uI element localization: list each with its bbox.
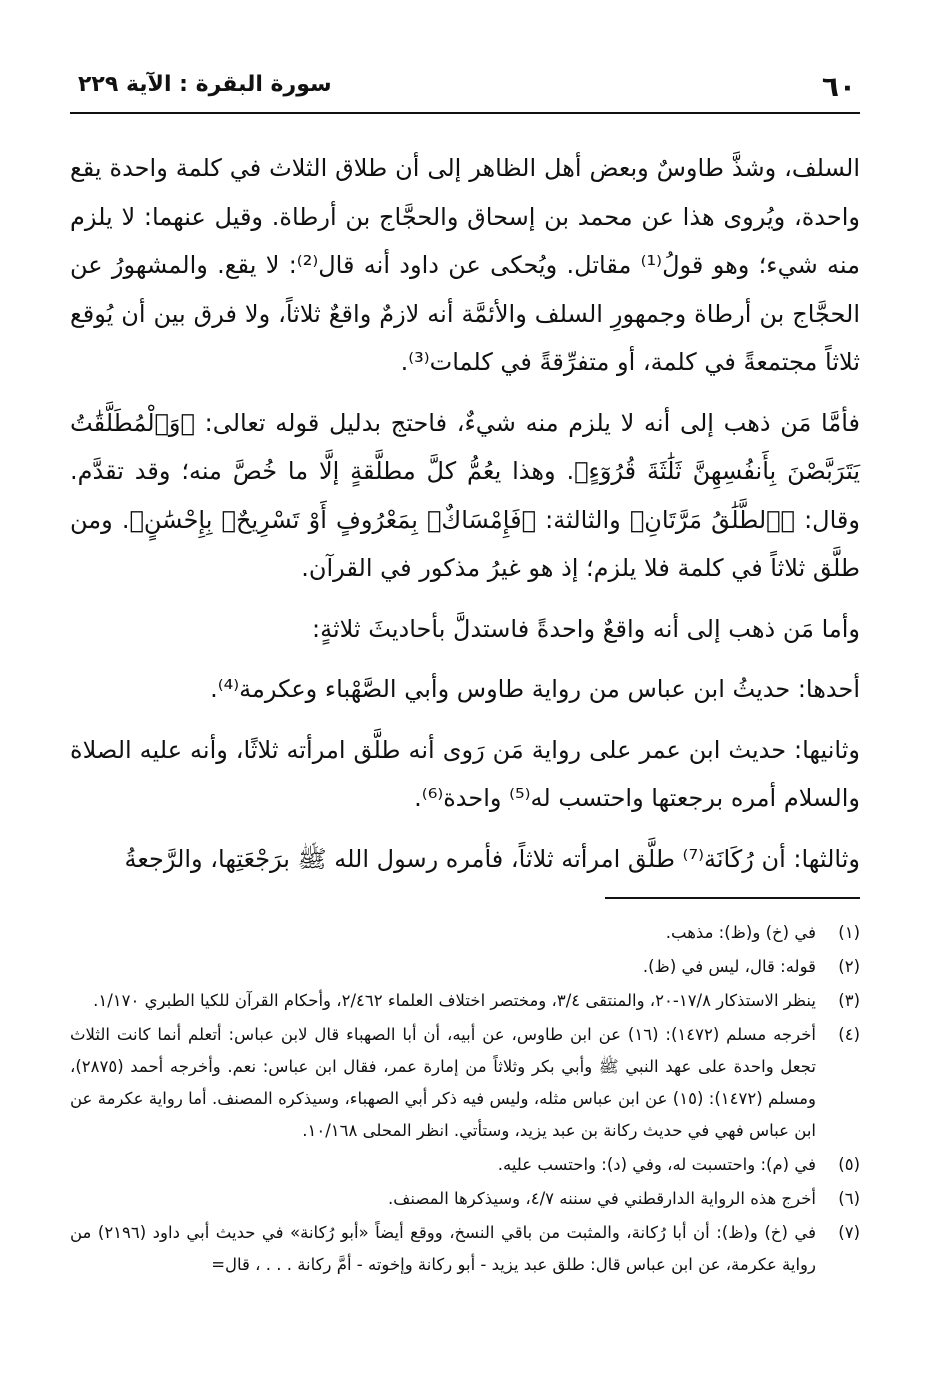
footnote: [70, 1149, 860, 1181]
footnote-text: في (م): واحتسبت له، وفي (د): واحتسب عليه.: [497, 1155, 816, 1174]
footnote: [70, 985, 860, 1017]
footnote-text: في (خ) و(ظ): مذهب.: [665, 923, 816, 942]
footnote-text: قوله: قال، ليس في (ظ).: [642, 957, 816, 976]
footnote-text: أخرج هذه الرواية الدارقطني في سننه ٤/٧، وسيذكرها المصنف.: [388, 1189, 816, 1208]
footnote-number: (٢): [838, 957, 860, 976]
footnotes: [70, 917, 860, 1281]
book-page: [70, 60, 860, 1360]
footnote-text: ينظر الاستذكار ١٧/٨-٢٠، والمنتقى ٣/٤، ومختصر اختلاف العلماء ٢/٤٦٢، وأحكام القرآن للكيا الطبري ١/١٧٠.: [93, 991, 816, 1010]
footnote: [70, 951, 860, 983]
footnote-number: (٦): [838, 1189, 860, 1208]
footnote: [70, 1019, 860, 1147]
footnote: [70, 1183, 860, 1215]
footnote: [70, 917, 860, 949]
paragraph: السلف، وشذَّ طاوسٌ وبعض أهل الظاهر إلى أن طلاق الثلاث في كلمة واحدة يقع واحدة، ويُروى هذا عن محمد بن إسحاق والحجَّاج بن أرطاة. وقيل عنهما: لا يلزم منه شيء؛ وهو قولُ⁽¹⁾ مقاتل. ويُحكى عن داود أنه قال⁽²⁾: لا يقع. والمشهورُ عن الحجَّاج بن أرطاة وجمهورِ السلف والأئمَّة أنه لازمٌ واقعٌ ثلاثاً، ولا فرق بين أن يُوقع ثلاثاً مجتمعةً في كلمة، أو متفرِّقةً في كلمات⁽³⁾.: [70, 154, 860, 376]
footnote-text: في (خ) و(ظ): أن أبا رُكانة، والمثبت من باقي النسخ، ووقع أيضاً «أبو رُكانة» في حديث أبي داود (٢١٩٦) من رواية عكرمة، عن ابن عباس قال: طلق عبد يزيد - أبو ركانة وإخوته - أمَّ ركانة . . . ، قال=: [70, 1223, 816, 1274]
page-number: ٦٠: [821, 70, 856, 103]
paragraph: فأمَّا مَن ذهب إلى أنه لا يلزم منه شيءٌ، فاحتج بدليل قوله تعالى: ﴿وَٱلْمُطَلَّقَٰتُ يَتَرَبَّصْنَ بِأَنفُسِهِنَّ ثَلَٰثَةَ قُرُوٓءٍ﴾. وهذا يعُمُّ كلَّ مطلَّقةٍ إلَّا ما خُصَّ منه؛ وقد تقدَّم. وقال: ﴿ٱلطَّلَٰقُ مَرَّتَانِ﴾ والثالثة: ﴿فَإِمْسَاكٌۢ بِمَعْرُوفٍ أَوْ تَسْرِيحٌۢ بِإِحْسَٰنٍ﴾. ومن طلَّق ثلاثاً في كلمة فلا يلزم؛ إذ هو غيرُ مذكور في القرآن.: [70, 408, 860, 582]
running-title: سورة البقرة : الآية ٢٢٩: [78, 72, 332, 97]
paragraph: وثانيها: حديث ابن عمر على رواية مَن رَوى أنه طلَّق امرأته ثلاثًا، وأنه عليه الصلاة والسلام أمره برجعتها واحتسب له⁽⁵⁾ واحدة⁽⁶⁾.: [70, 735, 860, 812]
paragraph: وأما مَن ذهب إلى أنه واقعٌ واحدةً فاستدلَّ بأحاديثَ ثلاثةٍ:: [312, 614, 860, 643]
main-text: [70, 144, 860, 883]
footnote-separator: [605, 897, 860, 899]
paragraph: وثالثها: أن رُكَانَة⁽⁷⁾ طلَّق امرأته ثلاثاً، فأمره رسول الله ﷺ برَجْعَتِها، والرَّجعةُ: [124, 844, 860, 873]
footnote-number: (١): [838, 923, 860, 942]
footnote-number: (٧): [838, 1223, 860, 1242]
footnote-text: أخرجه مسلم (١٤٧٢): (١٦) عن ابن طاوس، عن أبيه، أن أبا الصهباء قال لابن عباس: أتعلم أنما كانت الثلاث تجعل واحدة على عهد النبي ﷺ وأبي بكر وثلاثاً من إمارة عمر، فقال ابن عباس: نعم. وأخرجه أحمد (٢٨٧٥)، ومسلم (١٤٧٢): (١٥) عن ابن عباس مثله، وليس فيه ذكر أبي الصهباء، وسيذكره المصنف. أما رواية عكرمة عن ابن عباس فهي في حديث ركانة بن عبد يزيد، وستأتي. انظر المحلى ١٠/١٦٨.: [70, 1025, 816, 1140]
footnote-number: (٣): [838, 991, 860, 1010]
footnote-number: (٤): [838, 1025, 860, 1044]
paragraph: أحدها: حديثُ ابن عباس من رواية طاوس وأبي الصَّهْباء وعكرمة⁽⁴⁾.: [210, 675, 860, 703]
page-header: [70, 60, 860, 114]
footnote-number: (٥): [838, 1155, 860, 1174]
footnote: [70, 1217, 860, 1281]
